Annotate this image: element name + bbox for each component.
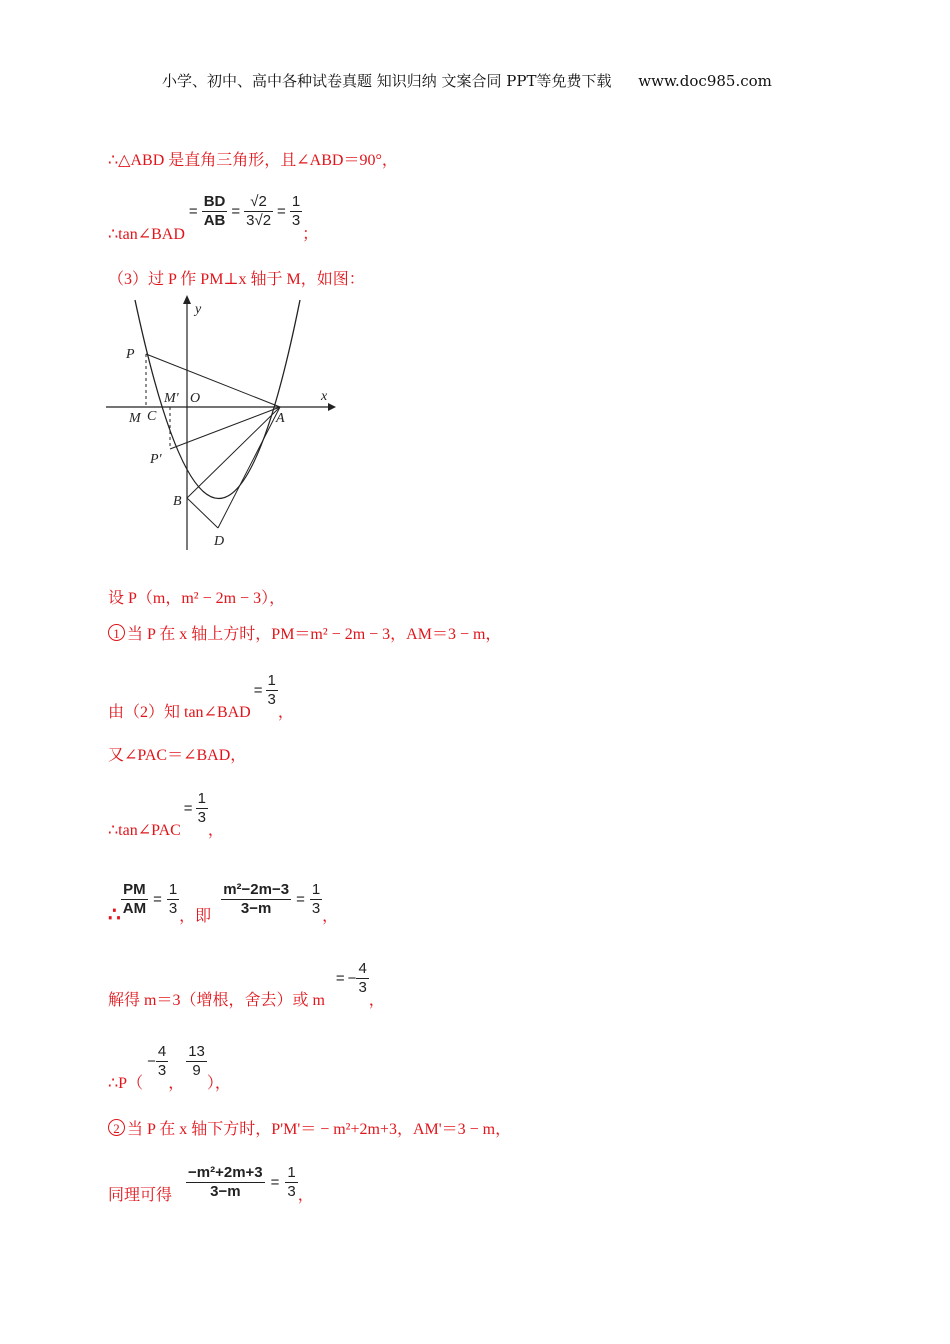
label-M: M (129, 411, 141, 426)
label-C: C (147, 409, 157, 424)
label-B: B (173, 494, 182, 509)
line-set-p: 设 P（m，m² − 2m − 3）， (108, 590, 286, 607)
tan-bad-equation: = $\frac{BD}{AB}$ = $\frac{√2}{3√2}$ = $\frac{1}{3}$ (188, 193, 301, 229)
line-case1: 1 当 P 在 x 轴上方时，PM＝m² − 2m − 3，AM＝3 − m， (108, 621, 501, 644)
case2-circle: 2 (108, 1119, 125, 1136)
line-ratio-equation: ∴ $\frac{PM}{AM}$ = $\frac{1}{3}$ ，即 $\frac{\text{m²−2m−3}}{3-m}$ = $\frac{1}{3}$ ， (108, 881, 339, 926)
header-text: 小学、初中、高中各种试卷真题 知识归纳 文案合同 PPT等免费下载 (162, 72, 612, 90)
line-part3-intro: （3）过 P 作 PM⊥x 轴于 M，如图： (108, 271, 365, 288)
label-D: D (214, 534, 225, 549)
header-url: www.doc985.com (638, 72, 772, 90)
line-similarly: 同理可得 $\frac{\text{−m²+2m+3}}{3-m}$ = $\frac{1}{3}$ ， (108, 1164, 314, 1204)
label-Mp: M' (164, 391, 179, 406)
segment-BA (187, 407, 280, 498)
tan-bad-label: ∴tan∠BAD (108, 226, 185, 243)
segment-BD (187, 498, 218, 528)
segment-DA (218, 407, 280, 528)
line-tan-pac: ∴tan∠PAC = $\frac{1}{3}$ ， (108, 790, 224, 839)
line-point-p: ∴P（ − $\frac{4}{3}$ ， $\frac{13}{9}$ ）， (108, 1043, 231, 1092)
label-x: x (321, 389, 328, 404)
line-from-part2: 由（2）知 tan∠BAD = $\frac{1}{3}$ ， (108, 672, 294, 721)
y-axis-arrow (183, 295, 191, 304)
x-axis-arrow (328, 403, 336, 411)
parabola-figure (100, 292, 340, 554)
label-O: O (190, 391, 201, 406)
label-Pp: P' (150, 452, 162, 467)
label-A: A (276, 411, 285, 426)
label-P: P (126, 347, 135, 362)
case1-circle: 1 (108, 624, 125, 641)
page-header (162, 70, 772, 91)
line-solve-m: 解得 m＝3（增根，舍去）或 m = − $\frac{4}{3}$ ， (108, 960, 385, 1009)
line-case2: 2 当 P 在 x 轴下方时，P'M'＝ − m²+2m+3，AM'＝3 − m， (108, 1116, 511, 1139)
label-y: y (195, 302, 202, 317)
line-angle-equal: 又∠PAC＝∠BAD， (108, 747, 247, 764)
line-tan-bad: ∴tan∠BAD = $\frac{BD}{AB}$ = $\frac{√2}{3√2}$ = $\frac{1}{3}$ ； (108, 193, 319, 243)
line-right-triangle: ∴△ABD 是直角三角形，且∠ABD＝90°， (108, 152, 398, 169)
